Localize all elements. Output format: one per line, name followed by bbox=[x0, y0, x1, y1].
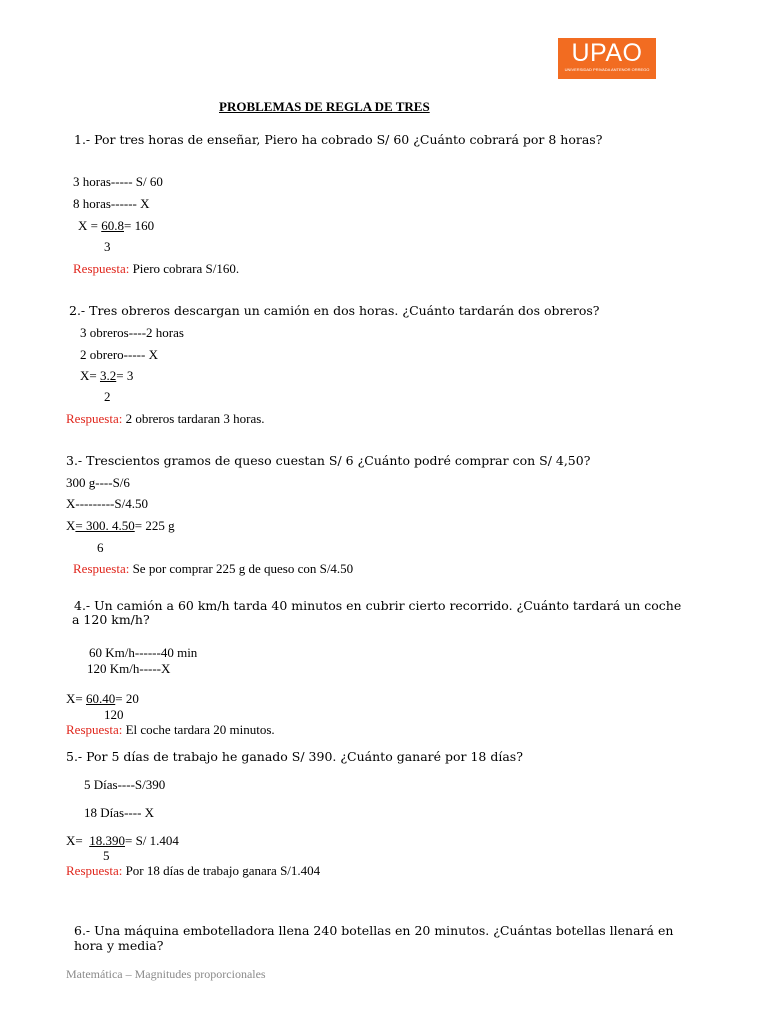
p1-eq-prefix: X = bbox=[78, 218, 102, 233]
question-5: 5.- Por 5 días de trabajo he ganado S/ 390. ¿Cuánto ganaré por 18 días? bbox=[66, 749, 523, 764]
p4-eq-prefix: X= bbox=[66, 691, 86, 706]
p5-equation bbox=[66, 834, 179, 847]
page-title: PROBLEMAS DE REGLA DE TRES bbox=[219, 99, 430, 114]
p2-eq-result: = 3 bbox=[116, 368, 134, 383]
p5-eq-prefix: X= bbox=[66, 833, 90, 848]
p3-eq-result: = 225 g bbox=[134, 518, 175, 533]
p5-numerator: 18.390 bbox=[89, 833, 125, 848]
p3-numerator: = 300. 4.50 bbox=[75, 518, 135, 533]
p1-line-1: 3 horas----- S/ 60 bbox=[73, 174, 163, 189]
p1-answer-text: Piero cobrara S/160. bbox=[129, 261, 240, 276]
upao-logo bbox=[558, 38, 656, 79]
question-1: 1.- Por tres horas de enseñar, Piero ha cobrado S/ 60 ¿Cuánto cobrará por 8 horas? bbox=[74, 132, 603, 147]
p4-denominator: 120 bbox=[104, 707, 124, 722]
page-footer: Matemática – Magnitudes proporcionales bbox=[66, 967, 266, 981]
p2-numerator: 3.2 bbox=[99, 368, 117, 383]
p4-line-1: 60 Km/h------40 min bbox=[89, 645, 198, 660]
p5-line-2: 18 Días---- X bbox=[84, 805, 155, 820]
p3-line-2: X---------S/4.50 bbox=[66, 496, 148, 511]
logo-subtext: UNIVERSIDAD PRIVADA ANTENOR ORREGO bbox=[564, 67, 650, 72]
p5-line-1: 5 Días----S/390 bbox=[84, 777, 166, 792]
p2-answer bbox=[66, 412, 265, 425]
p1-eq-result: = 160 bbox=[123, 218, 155, 233]
question-4-line-2: a 120 km/h? bbox=[72, 612, 150, 627]
question-2: 2.- Tres obreros descargan un camión en dos horas. ¿Cuánto tardarán dos obreros? bbox=[69, 303, 600, 318]
p5-denominator: 5 bbox=[103, 848, 110, 863]
p4-answer bbox=[66, 723, 275, 736]
p4-line-2: 120 Km/h-----X bbox=[87, 661, 171, 676]
p4-numerator: 60.40 bbox=[85, 691, 116, 706]
p2-answer-text: 2 obreros tardaran 3 horas. bbox=[122, 411, 265, 426]
p1-answer-label: Respuesta: bbox=[73, 261, 130, 276]
p1-numerator: 60.8 bbox=[101, 218, 124, 233]
p5-answer-label: Respuesta: bbox=[66, 863, 123, 878]
p2-answer-label: Respuesta: bbox=[66, 411, 123, 426]
p1-line-2: 8 horas------ X bbox=[73, 196, 150, 211]
p1-denominator: 3 bbox=[104, 239, 111, 254]
p5-eq-result: = S/ 1.404 bbox=[124, 833, 179, 848]
p3-answer-text: Se por comprar 225 g de queso con S/4.50 bbox=[129, 561, 354, 576]
p2-equation bbox=[80, 369, 133, 382]
p1-answer bbox=[73, 262, 239, 275]
p4-eq-result: = 20 bbox=[115, 691, 139, 706]
p4-answer-text: El coche tardara 20 minutos. bbox=[122, 722, 275, 737]
logo-text: UPAO bbox=[571, 39, 643, 67]
question-6-line-2: hora y media? bbox=[74, 938, 164, 953]
p1-equation bbox=[78, 219, 154, 232]
p5-answer bbox=[66, 864, 320, 877]
p2-denominator: 2 bbox=[104, 389, 111, 404]
p2-line-1: 3 obreros----2 horas bbox=[80, 325, 184, 340]
p2-eq-prefix: X= bbox=[80, 368, 100, 383]
p3-line-1: 300 g----S/6 bbox=[66, 475, 130, 490]
p3-answer bbox=[73, 562, 353, 575]
p3-equation bbox=[66, 519, 175, 532]
question-6: 6.- Una máquina embotelladora llena 240 botellas en 20 minutos. ¿Cuántas botellas llenará en bbox=[74, 923, 674, 938]
p2-line-2: 2 obrero----- X bbox=[80, 347, 158, 362]
question-4: 4.- Un camión a 60 km/h tarda 40 minutos en cubrir cierto recorrido. ¿Cuánto tardará un coche bbox=[74, 598, 682, 613]
p5-answer-text: Por 18 días de trabajo ganara S/1.404 bbox=[122, 863, 321, 878]
p3-answer-label: Respuesta: bbox=[73, 561, 130, 576]
question-3: 3.- Trescientos gramos de queso cuestan S/ 6 ¿Cuánto podré comprar con S/ 4,50? bbox=[66, 453, 591, 468]
p3-denominator: 6 bbox=[97, 540, 104, 555]
p4-equation bbox=[66, 692, 139, 705]
p3-eq-prefix: X bbox=[66, 518, 76, 533]
p4-answer-label: Respuesta: bbox=[66, 722, 123, 737]
